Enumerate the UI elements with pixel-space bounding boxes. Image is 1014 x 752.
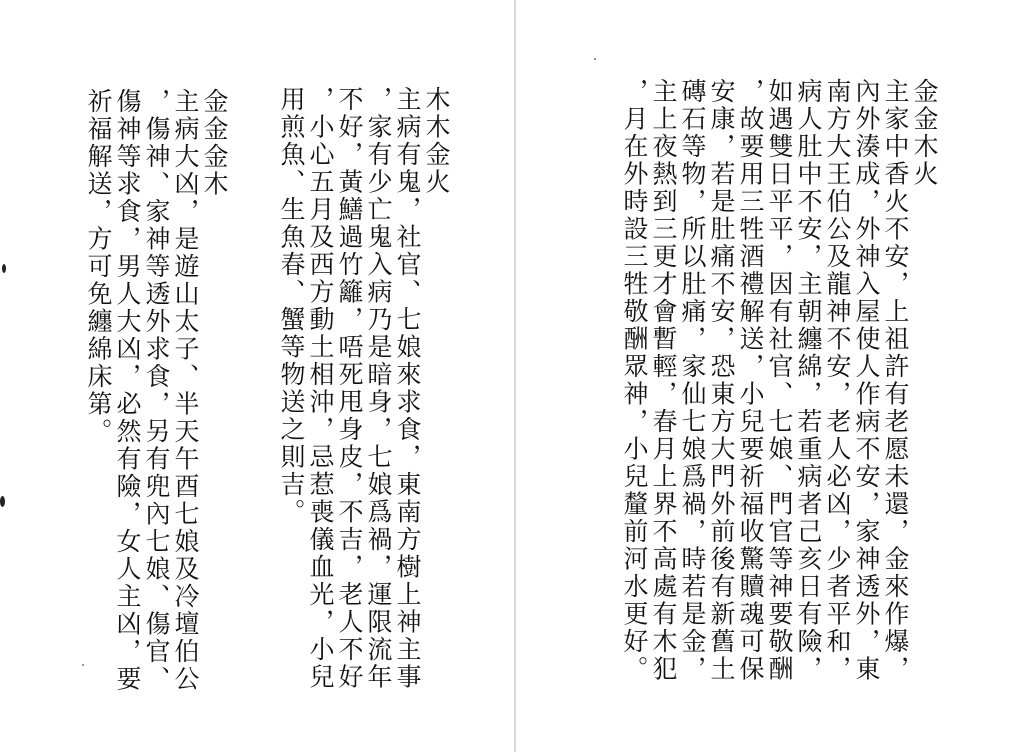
text-column: ，傷神、家神等透外求食，另有兜內七娘、傷官、 [142,88,171,693]
text-column: 病人肚中不安，主朝纏綿，若重病者己亥日有險， [794,78,823,683]
text-column: 南方大王伯公及龍神不安，老人必凶，少者平和， [823,78,852,683]
left-page-section-2 [84,88,229,728]
text-column: 如遇雙日平平，因有社官、七娘、門官等神要敬酬 [765,78,794,683]
text-column: 祈福解送，方可免纏綿床第。 [84,88,113,446]
scan-speck [2,264,6,273]
left-page-section-1 [277,86,451,726]
right-page-text [620,78,939,718]
text-column: ，小心五月及西方動土相沖，忌惹喪儀血光，小兒 [306,86,335,691]
scan-speck [594,58,596,60]
section-heading: 金金金木 [200,88,229,198]
text-column: 主家中香火不安，上祖許有老愿未還，金來作爆， [881,78,910,683]
text-column: 內外湊成，外神入屋使人作病不安，家神透外，東 [852,78,881,683]
section-heading: 金金木火 [910,78,939,188]
text-column: 安康，若是肚痛不安，恐東方大門外前後有新舊土 [707,78,736,683]
scan-speck [0,496,5,507]
text-column: 主上夜熱到三更才會暫輕，春月上界不高處有木犯 [649,78,678,683]
text-column: ，月在外時設三牲敬酬眾神，小兒釐前河水更好。 [620,78,649,683]
section-heading: 木木金火 [422,86,451,196]
text-column: 磚石等物，所以肚痛，家仙七娘爲禍，時若是金， [678,78,707,683]
text-column: 主病大凶，是遊山太子、半天午酉七娘及冷壇伯公 [171,88,200,693]
scan-speck [82,664,84,666]
text-column: ，家有少亡鬼入病乃是暗身，七娘爲禍，運限流年 [364,86,393,691]
text-column: 不好，黃鱔過竹籬，唔死甩身皮，不吉，老人不好 [335,86,364,691]
text-column: 傷神等求食，男人大凶，必然有險，女人主凶，要 [113,88,142,693]
text-column: 用煎魚、生魚春、蟹等物送之則吉。 [277,86,306,526]
text-column: ，故要用三牲酒禮解送，小兒要祈福收驚贖魂可保 [736,78,765,683]
text-column: 主病有鬼，社官、七娘來求食，東南方樹上神主事 [393,86,422,691]
